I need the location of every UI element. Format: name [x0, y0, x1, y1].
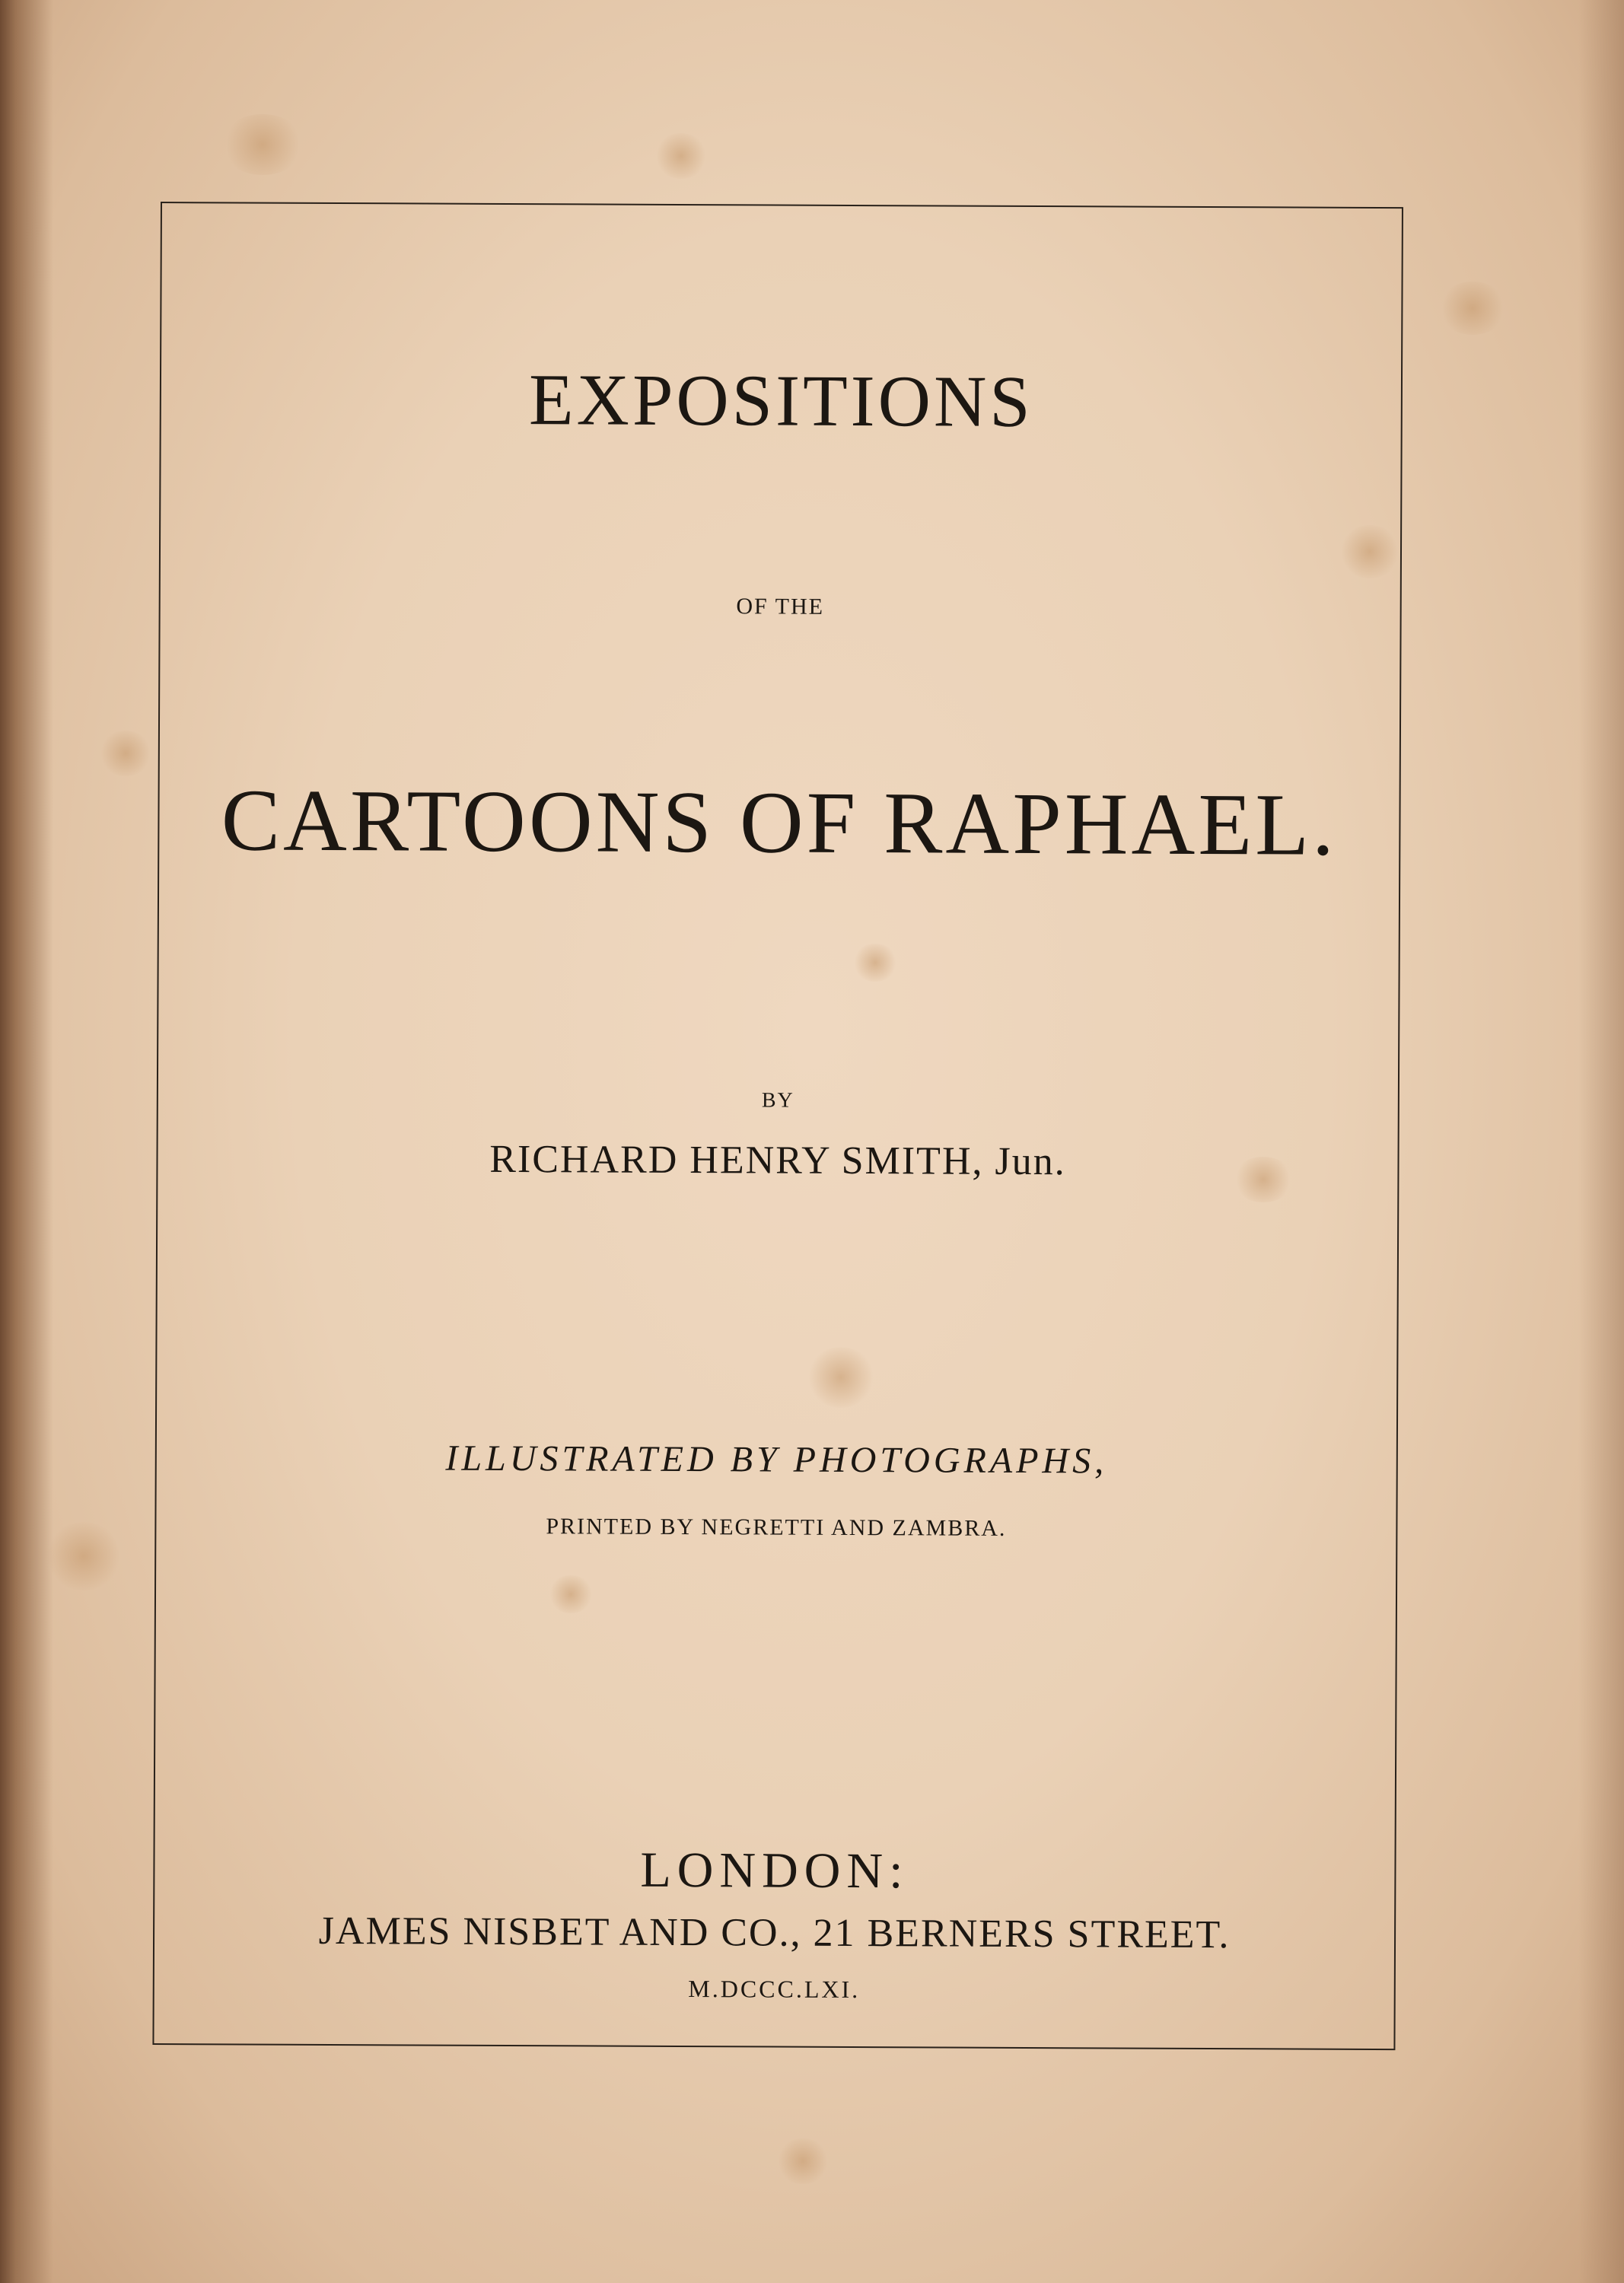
imprint-publisher: JAMES NISBET AND CO., 21 BERNERS STREET. — [318, 1909, 1231, 1957]
title-line-1: EXPOSITIONS — [528, 358, 1033, 443]
imprint-place: LONDON: — [640, 1842, 909, 1899]
foxing-spot — [654, 133, 708, 179]
title-frame — [152, 202, 1403, 2050]
foxing-spot — [776, 2138, 830, 2184]
author-name: RICHARD HENRY SMITH, Jun. — [489, 1137, 1066, 1184]
foxing-spot — [46, 1522, 122, 1590]
page-edge-shadow — [1578, 0, 1624, 2283]
by-line: BY — [761, 1088, 794, 1113]
title-line-2: CARTOONS OF RAPHAEL. — [221, 772, 1338, 874]
spine-shadow — [0, 0, 53, 2283]
foxing-spot — [99, 731, 152, 776]
foxing-spot — [1438, 282, 1507, 335]
imprint-date: M.DCCC.LXI. — [688, 1975, 861, 2004]
foxing-spot — [221, 114, 304, 175]
illustration-note: ILLUSTRATED BY PHOTOGRAPHS, — [445, 1438, 1108, 1482]
title-connector: OF THE — [736, 594, 825, 619]
printer-note: PRINTED BY NEGRETTI AND ZAMBRA. — [546, 1514, 1007, 1541]
